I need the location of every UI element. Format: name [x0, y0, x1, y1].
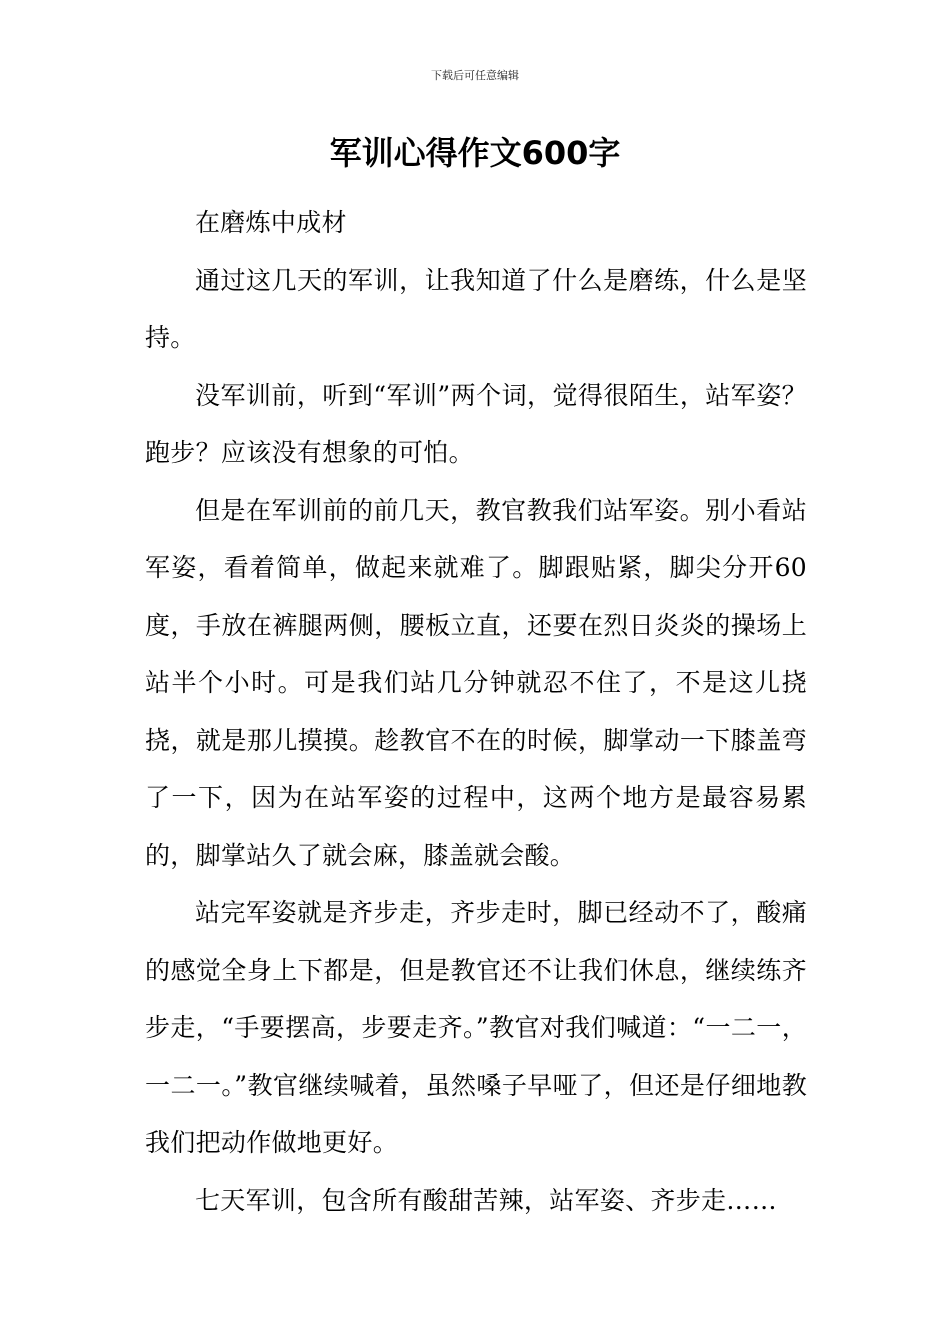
paragraph: 七天军训，包含所有酸甜苦辣，站军姿、齐步走…… — [195, 1185, 777, 1215]
document-title: 军训心得作文600字 — [329, 134, 621, 172]
paragraph: 通过这几天的军训，让我知道了什么是磨练，什么是坚持。 — [145, 265, 807, 352]
paragraph-subtitle: 在磨炼中成材 — [195, 208, 347, 237]
paragraph: 但是在军训前的前几天，教官教我们站军姿。别小看站军姿，看着简单，做起来就难了。脚跟贴紧，脚尖分开60度，手放在裤腿两侧，腰板立直，还要在烈日炎炎的操场上站半个小时。可是我们站几分钟就忍不住了，不是这儿挠挠，就是那儿摸摸。趁教官不在的时候，脚掌动一下膝盖弯了一下，因为在站军姿的过程中，这两个地方是最容易累的，脚掌站久了就会麻，膝盖就会酸。 — [145, 495, 807, 870]
paragraph: 站完军姿就是齐步走，齐步走时，脚已经动不了，酸痛的感觉全身上下都是，但是教官还不让我们休息，继续练齐步走，“手要摆高，步要走齐。”教官对我们喊道：“一二一，一二一。”教官继续喊着，虽然嗓子早哑了，但还是仔细地教我们把动作做地更好。 — [145, 898, 807, 1157]
header-note: 下载后可任意编辑 — [431, 69, 519, 82]
paragraph: 没军训前，听到“军训”两个词，觉得很陌生，站军姿？跑步？应该没有想象的可怕。 — [145, 380, 807, 467]
document-body — [145, 194, 807, 1229]
